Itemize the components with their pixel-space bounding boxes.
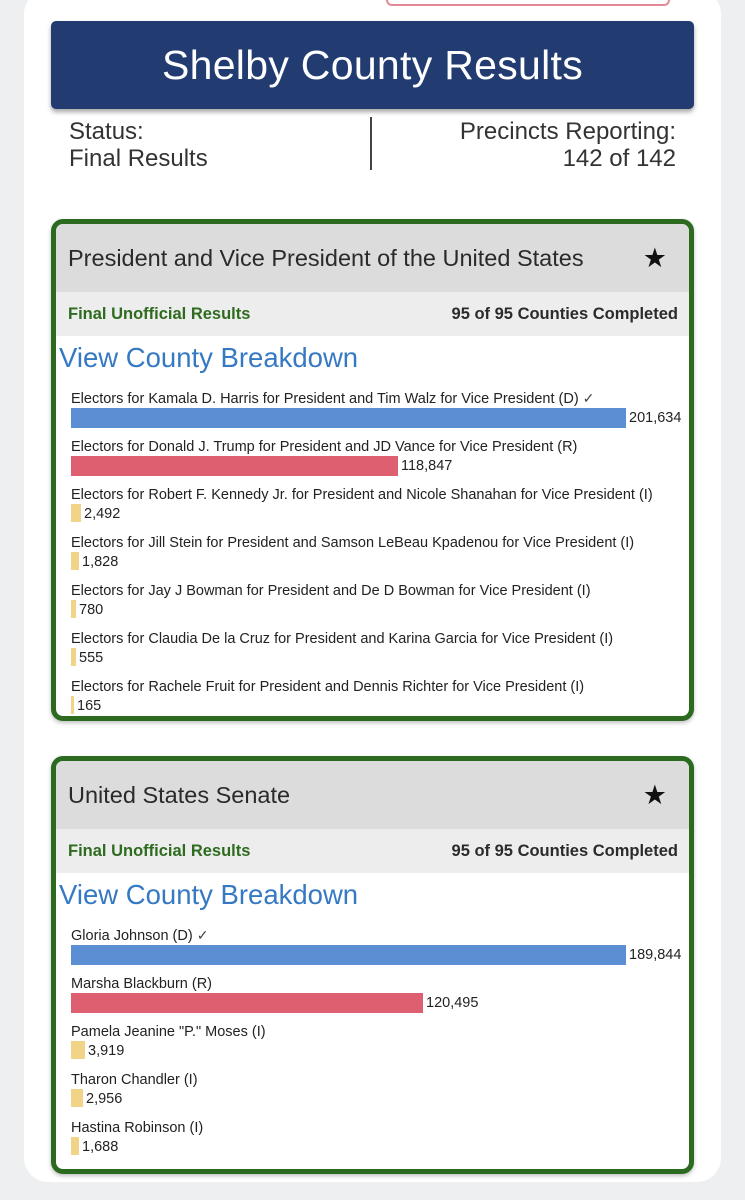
candidate-name <box>71 1024 689 1040</box>
vote-bar-row <box>71 504 689 524</box>
vote-bar-row <box>71 408 689 428</box>
vote-count: 2,492 <box>84 506 121 522</box>
vote-bar <box>71 1041 85 1059</box>
vote-bar <box>71 1137 79 1155</box>
race-card-president <box>51 219 694 721</box>
candidate-row <box>71 631 689 668</box>
candidate-name <box>71 1120 689 1136</box>
race-title: President and Vice President of the United States <box>68 244 584 271</box>
winner-check-icon: ✓ <box>196 927 209 943</box>
vote-bar-row <box>71 945 689 965</box>
candidate-name-text: Electors for Jill Stein for President and Samson LeBeau Kpadenou for Vice President (I) <box>71 535 635 551</box>
final-results-label: Final Unofficial Results <box>68 304 251 323</box>
precincts-label: Precincts Reporting: <box>459 118 676 145</box>
vote-bar-row <box>71 600 689 620</box>
candidate-row <box>71 1024 689 1061</box>
candidate-name-text: Tharon Chandler (I) <box>71 1072 198 1088</box>
candidate-row <box>71 1072 689 1109</box>
race-status-bar <box>56 292 689 336</box>
candidate-name <box>71 631 689 647</box>
race-header <box>56 761 689 829</box>
vote-count: 1,688 <box>82 1139 119 1155</box>
candidate-row <box>71 390 689 428</box>
race-card-senate <box>51 756 694 1174</box>
candidate-list <box>56 382 689 716</box>
vote-bar <box>71 552 79 570</box>
candidate-name-text: Electors for Claudia De la Cruz for President and Karina Garcia for Vice President (I) <box>71 631 614 647</box>
header-divider <box>370 117 372 170</box>
vote-bar <box>71 456 398 476</box>
race-status-bar <box>56 829 689 873</box>
view-county-breakdown-link[interactable]: View County Breakdown <box>59 342 359 373</box>
vote-count: 120,495 <box>426 995 479 1011</box>
candidate-row <box>71 679 689 716</box>
candidate-name <box>71 583 689 599</box>
candidate-name-text: Electors for Rachele Fruit for President and Dennis Richter for Vice President (I) <box>71 679 585 695</box>
vote-bar-row <box>71 1137 689 1157</box>
vote-bar-row <box>71 456 689 476</box>
vote-count: 189,844 <box>629 947 682 963</box>
candidate-row <box>71 535 689 572</box>
candidate-name <box>71 487 689 503</box>
vote-bar-row <box>71 552 689 572</box>
precincts-value: 142 of 142 <box>562 145 676 172</box>
candidate-name <box>71 976 689 992</box>
race-header <box>56 224 689 292</box>
candidate-name <box>71 535 689 551</box>
counties-completed: 95 of 95 Counties Completed <box>451 304 678 323</box>
page-title-banner <box>51 21 694 109</box>
vote-count: 165 <box>77 698 102 714</box>
vote-count: 780 <box>79 602 104 618</box>
view-county-breakdown-link[interactable]: View County Breakdown <box>59 879 359 910</box>
candidate-name-text: Hastina Robinson (I) <box>71 1120 204 1136</box>
status-block <box>69 118 208 172</box>
star-icon[interactable]: ★ <box>642 779 667 810</box>
vote-bar <box>71 504 81 522</box>
vote-bar <box>71 993 423 1013</box>
vote-count: 201,634 <box>629 410 682 426</box>
counties-completed: 95 of 95 Counties Completed <box>451 841 678 860</box>
vote-bar <box>71 408 626 428</box>
candidate-name-text: Pamela Jeanine "P." Moses (I) <box>71 1024 266 1040</box>
vote-count: 1,828 <box>82 554 119 570</box>
candidate-row <box>71 976 689 1013</box>
candidate-row <box>71 487 689 524</box>
candidate-name <box>71 390 689 407</box>
vote-count: 3,919 <box>88 1043 125 1059</box>
precincts-block <box>460 118 676 172</box>
vote-bar-row <box>71 1089 689 1109</box>
final-results-label: Final Unofficial Results <box>68 841 251 860</box>
candidate-name <box>71 679 689 695</box>
candidate-row <box>71 439 689 476</box>
vote-bar <box>71 945 626 965</box>
vote-bar-row <box>71 993 689 1013</box>
star-icon[interactable]: ★ <box>642 242 667 273</box>
candidate-name <box>71 439 689 455</box>
candidate-name-text: Electors for Kamala D. Harris for President and Tim Walz for Vice President (D) <box>71 391 579 407</box>
race-title: United States Senate <box>68 781 291 808</box>
status-label: Status: <box>69 118 144 145</box>
candidate-name-text: Electors for Donald J. Trump for President and JD Vance for Vice President (R) <box>71 439 578 455</box>
candidate-name-text: Marsha Blackburn (R) <box>71 976 213 992</box>
page-title: Shelby County Results <box>161 41 584 88</box>
candidate-name <box>71 927 689 944</box>
candidate-list <box>56 919 689 1157</box>
vote-count: 2,956 <box>86 1091 123 1107</box>
candidate-name-text: Electors for Jay J Bowman for President and De D Bowman for Vice President (I) <box>71 583 591 599</box>
candidate-row <box>71 927 689 965</box>
candidate-name-text: Gloria Johnson (D) <box>71 928 193 944</box>
top-tab-accent <box>386 0 670 6</box>
candidate-name <box>71 1072 689 1088</box>
vote-bar-row <box>71 696 689 716</box>
winner-check-icon: ✓ <box>582 390 595 406</box>
candidate-name-text: Electors for Robert F. Kennedy Jr. for President and Nicole Shanahan for Vice President (I) <box>71 487 653 503</box>
vote-count: 118,847 <box>401 458 453 474</box>
vote-bar <box>71 1089 83 1107</box>
candidate-row <box>71 1120 689 1157</box>
candidate-row <box>71 583 689 620</box>
vote-bar-row <box>71 1041 689 1061</box>
status-value: Final Results <box>69 145 208 172</box>
vote-bar-row <box>71 648 689 668</box>
vote-count: 555 <box>79 650 104 666</box>
